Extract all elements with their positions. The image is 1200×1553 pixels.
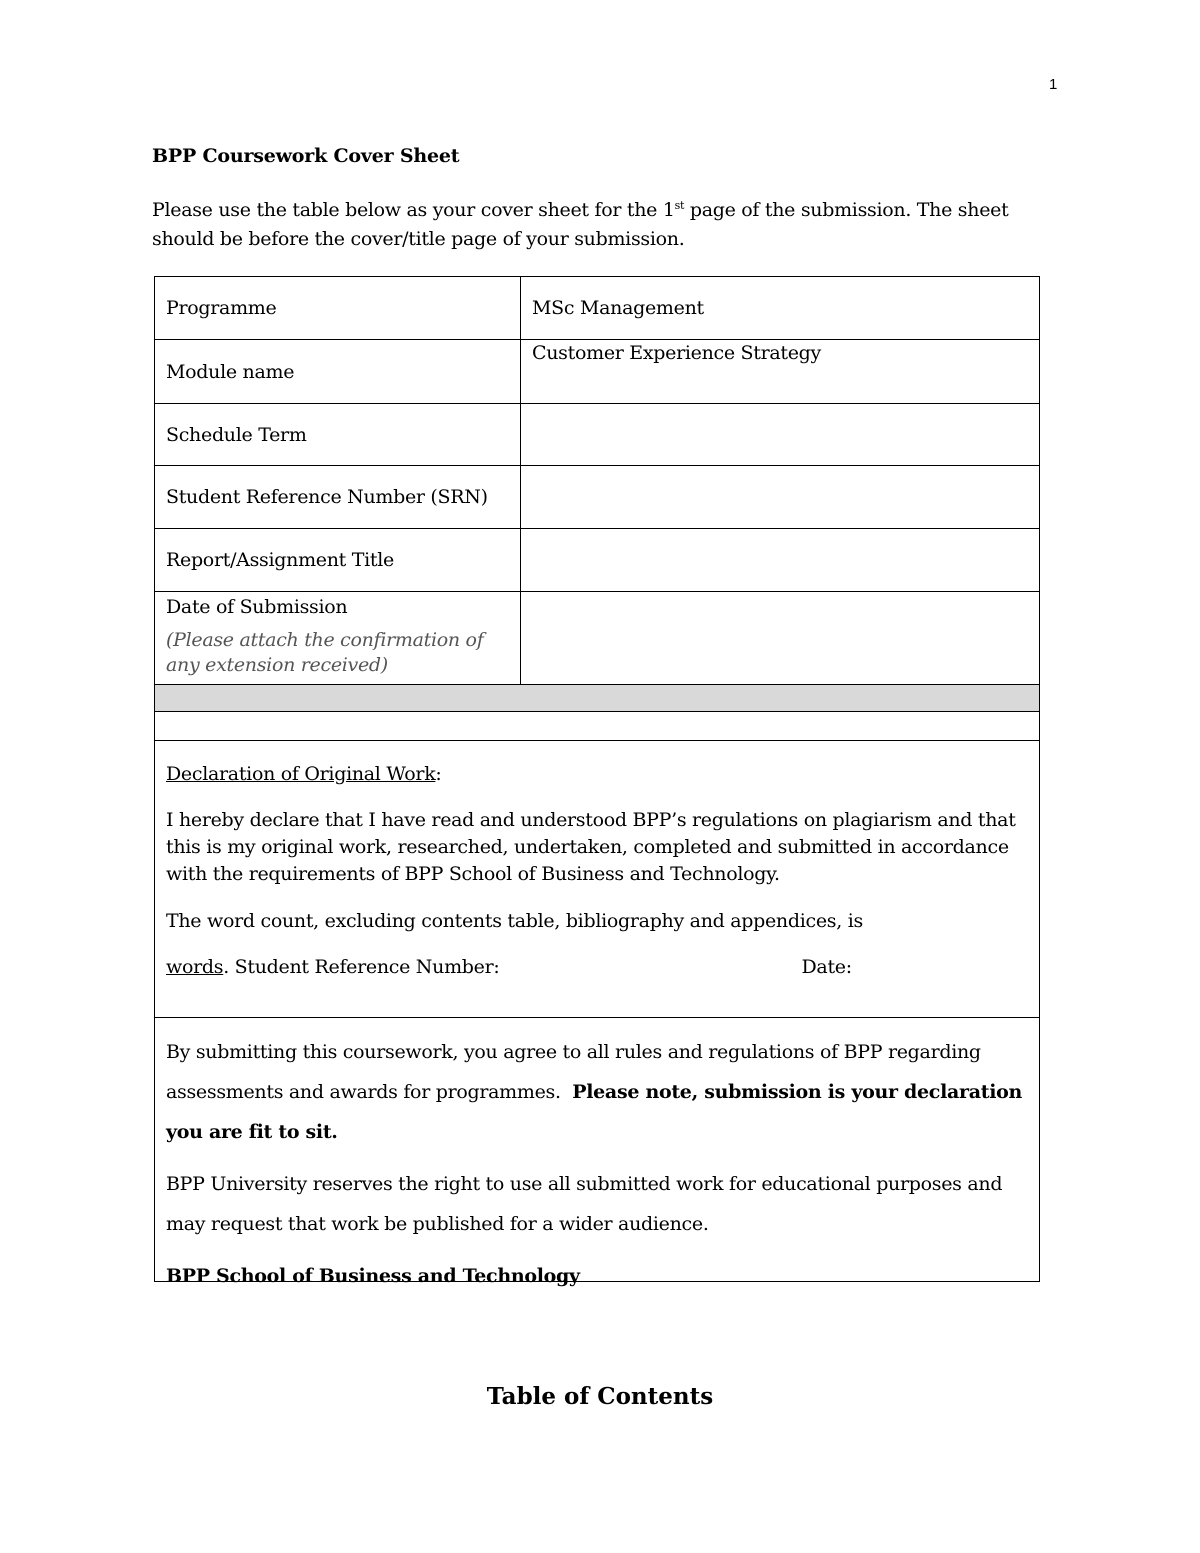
table-row-term bbox=[155, 404, 1039, 466]
table-row-programme bbox=[155, 277, 1039, 340]
terms-text-1-bold: Please note, submission is your declaration you are fit to sit. bbox=[166, 1081, 1023, 1143]
page-title: BPP Coursework Cover Sheet bbox=[152, 145, 460, 167]
table-row-report-title bbox=[155, 529, 1039, 592]
words-label: words bbox=[166, 956, 224, 978]
date-value[interactable] bbox=[521, 592, 1039, 684]
declaration-body: I hereby declare that I have read and understood BPP’s regulations on plagiarism and that this is my original work, researched, undertaken, completed and submitted in accordance with the requirements of BPP School of Business and Technology. bbox=[166, 809, 1016, 885]
terms-text-1: By submitting this coursework, you agree to all rules and regulations of BPP regarding assessments and awards for programmes. bbox=[166, 1041, 981, 1103]
report-title-label: Report/Assignment Title bbox=[155, 529, 521, 591]
declaration-heading-colon: : bbox=[435, 763, 442, 785]
module-value[interactable]: Customer Experience Strategy bbox=[532, 342, 821, 364]
intro-text-cont: page of the submission. The sheet bbox=[684, 199, 1009, 221]
srn-label: Student Reference Number (SRN) bbox=[155, 466, 521, 528]
report-title-value[interactable] bbox=[521, 529, 1039, 591]
page-number: 1 bbox=[1049, 76, 1058, 93]
cover-sheet-table bbox=[154, 276, 1040, 1287]
terms-section bbox=[155, 1018, 1039, 1287]
date-label-cell bbox=[155, 592, 521, 684]
intro-paragraph bbox=[152, 196, 1032, 254]
word-count-text: The word count, excluding contents table, bibliography and appendices, is bbox=[166, 910, 863, 932]
terms-text-2: BPP University reserves the right to use all submitted work for educational purposes and may request that work be published for a wider audience. bbox=[166, 1173, 1003, 1235]
table-row-srn bbox=[155, 466, 1039, 529]
declaration-date-label: Date: bbox=[801, 956, 852, 978]
date-label: Date of Submission bbox=[166, 596, 348, 618]
gray-divider-row bbox=[155, 685, 1039, 712]
table-row-module bbox=[155, 340, 1039, 404]
declaration-heading: Declaration of Original Work bbox=[166, 763, 436, 785]
table-row-date bbox=[155, 592, 1039, 685]
terms-paragraph-1 bbox=[166, 1032, 1028, 1152]
srn-footer-label: . Student Reference Number: bbox=[223, 956, 500, 978]
declaration-heading-line bbox=[166, 763, 1028, 785]
srn-value[interactable] bbox=[521, 466, 1039, 528]
school-name: BPP School of Business and Technology bbox=[166, 1265, 580, 1287]
term-value[interactable] bbox=[521, 404, 1039, 465]
programme-value[interactable]: MSc Management bbox=[532, 297, 704, 319]
declaration-footer bbox=[166, 956, 1028, 978]
declaration-section bbox=[155, 741, 1039, 1018]
toc-heading: Table of Contents bbox=[486, 1383, 714, 1410]
intro-text: Please use the table below as your cover sheet for the 1 bbox=[152, 199, 675, 221]
module-label: Module name bbox=[155, 340, 521, 403]
term-label: Schedule Term bbox=[155, 404, 521, 465]
intro-sup: st bbox=[674, 199, 685, 212]
programme-label: Programme bbox=[155, 277, 521, 339]
intro-text-line2: should be before the cover/title page of your submission. bbox=[152, 228, 685, 250]
date-note: (Please attach the confirmation of any extension received) bbox=[166, 629, 484, 676]
blank-divider-row bbox=[155, 712, 1039, 741]
